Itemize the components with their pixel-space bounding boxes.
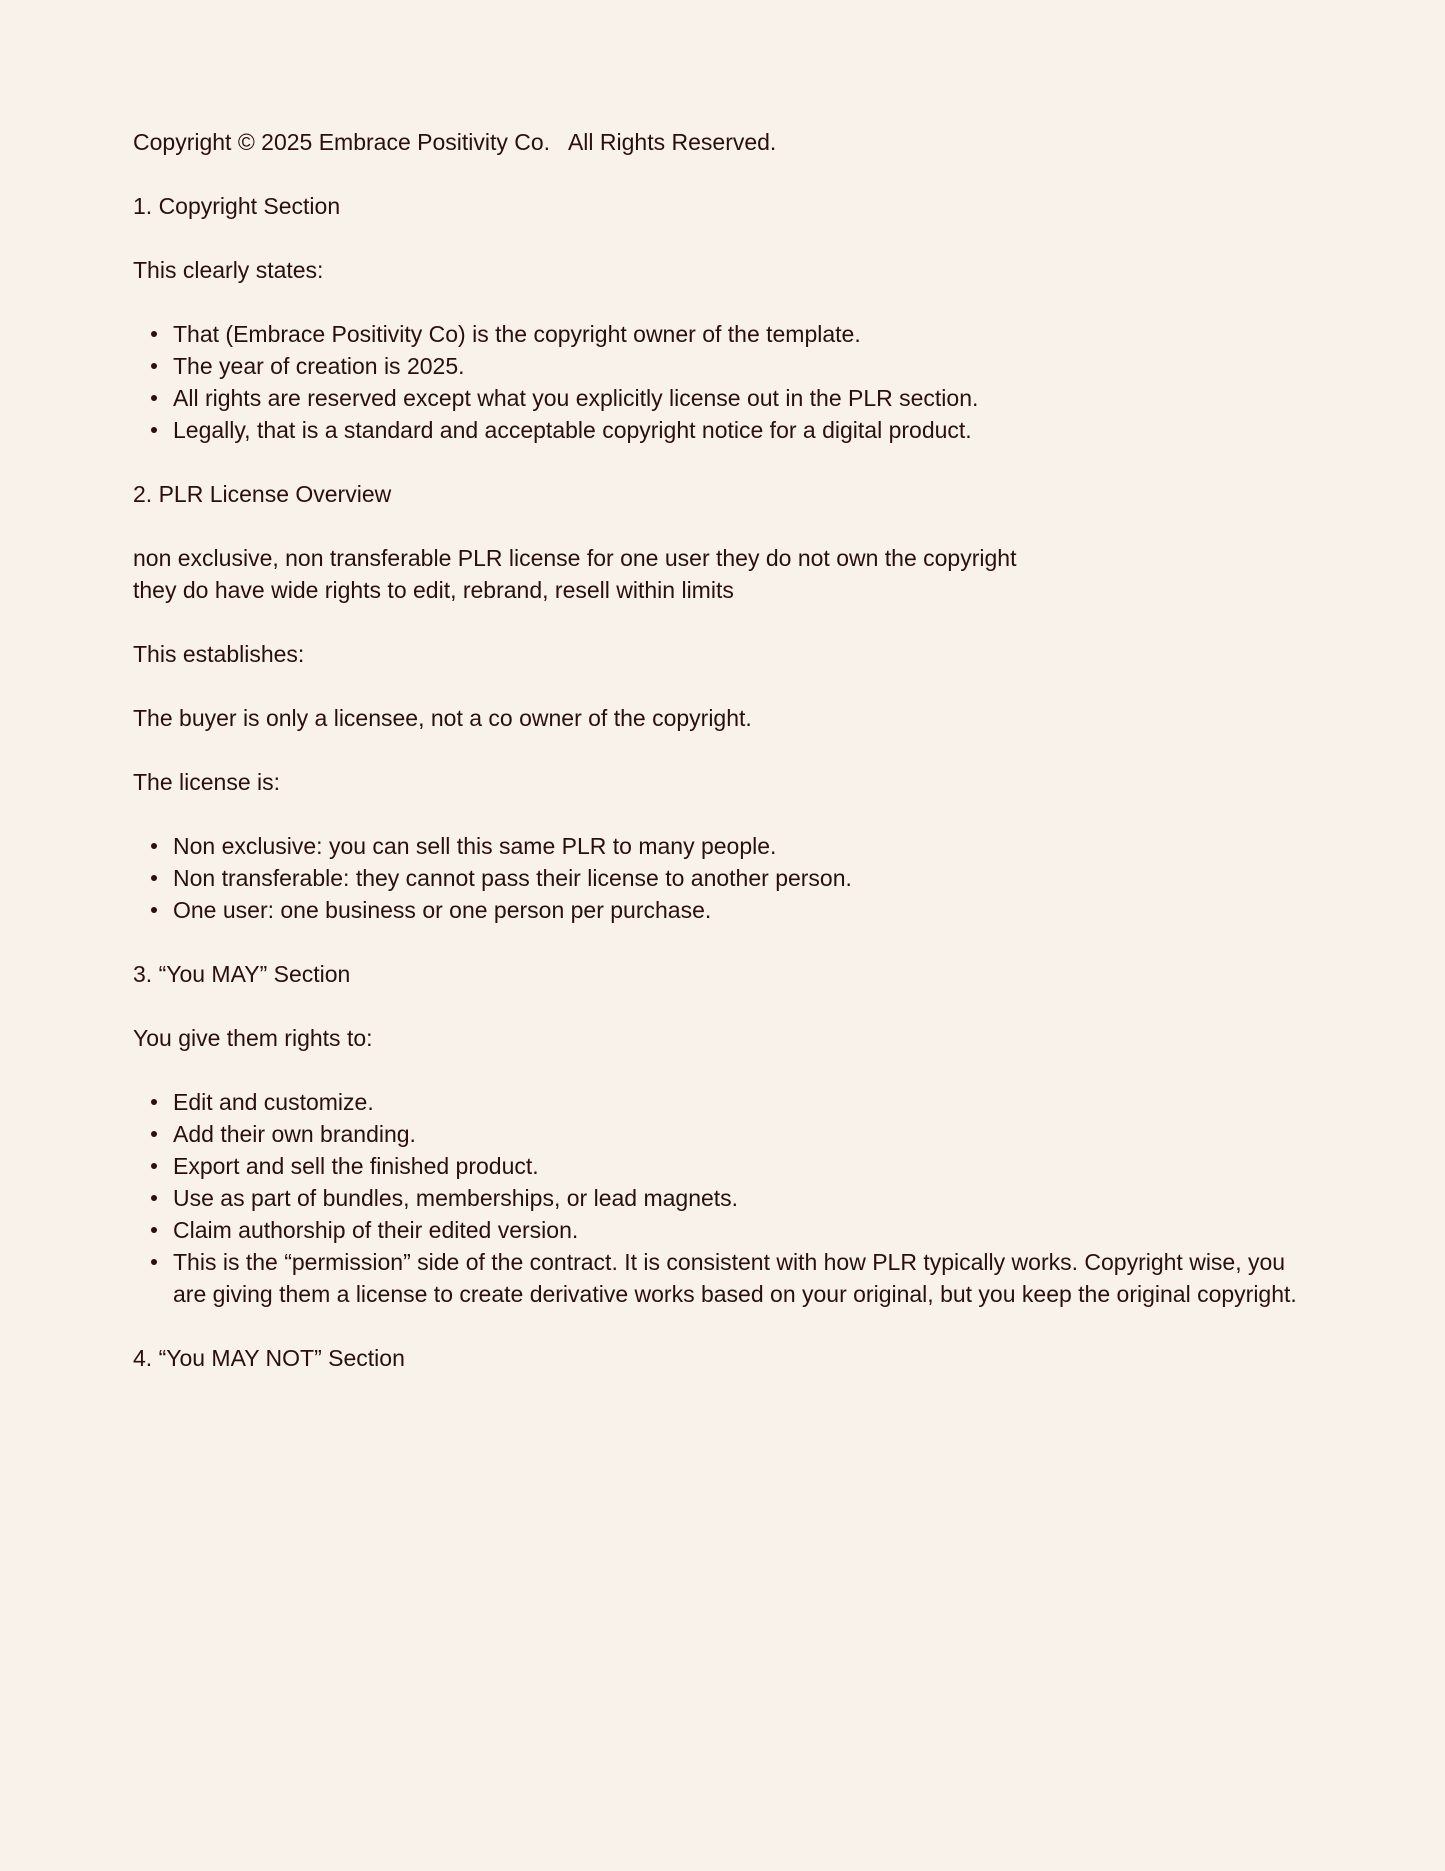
bullet-icon	[151, 395, 157, 401]
list-item	[173, 1214, 1313, 1246]
section-4-heading: 4. “You MAY NOT” Section	[133, 1345, 405, 1371]
list-item	[173, 350, 1313, 382]
list-item	[173, 1118, 1313, 1150]
copyright-notice: Copyright © 2025 Embrace Positivity Co. All Rights Reserved.	[133, 129, 777, 155]
section-3-intro: You give them rights to:	[133, 1025, 373, 1051]
bullet-icon	[151, 331, 157, 337]
section-2-line-1: non exclusive, non transferable PLR license for one user they do not own the copyright	[133, 545, 1017, 571]
list-item-text: One user: one business or one person per purchase.	[173, 897, 712, 923]
section-1-list	[133, 318, 1313, 446]
list-item	[173, 830, 1313, 862]
section-2-licensee: The buyer is only a licensee, not a co owner of the copyright.	[133, 705, 752, 731]
list-item	[173, 862, 1313, 894]
section-3-list	[133, 1086, 1313, 1310]
list-item-text: That (Embrace Positivity Co) is the copyright owner of the template.	[173, 321, 861, 347]
section-2-list	[133, 830, 1313, 926]
list-item	[173, 894, 1313, 926]
section-2-establishes: This establishes:	[133, 641, 305, 667]
bullet-icon	[151, 907, 157, 913]
section-2-heading: 2. PLR License Overview	[133, 481, 392, 507]
list-item-text: All rights are reserved except what you explicitly license out in the PLR section.	[173, 385, 979, 411]
bullet-icon	[151, 1099, 157, 1105]
list-item	[173, 414, 1313, 446]
list-item-text: The year of creation is 2025.	[173, 353, 465, 379]
list-item-text: Legally, that is a standard and acceptable copyright notice for a digital product.	[173, 417, 972, 443]
list-item-text: Add their own branding.	[173, 1121, 416, 1147]
bullet-icon	[151, 363, 157, 369]
section-3-heading: 3. “You MAY” Section	[133, 961, 351, 987]
list-item	[173, 1150, 1313, 1182]
list-item-text: Non exclusive: you can sell this same PLR to many people.	[173, 833, 777, 859]
bullet-icon	[151, 1195, 157, 1201]
bullet-icon	[151, 1259, 157, 1265]
section-1-heading: 1. Copyright Section	[133, 193, 341, 219]
list-item-text: This is the “permission” side of the contract. It is consistent with how PLR typically works. Copyright wise, you are giving them a license to create derivative works based on your original, but you keep the original copyright.	[173, 1249, 1297, 1307]
bullet-icon	[151, 427, 157, 433]
bullet-icon	[151, 843, 157, 849]
section-1-intro: This clearly states:	[133, 257, 324, 283]
list-item-text: Non transferable: they cannot pass their license to another person.	[173, 865, 852, 891]
list-item-text: Export and sell the finished product.	[173, 1153, 539, 1179]
list-item	[173, 318, 1313, 350]
list-item	[173, 1246, 1313, 1310]
section-2-license-is: The license is:	[133, 769, 281, 795]
bullet-icon	[151, 875, 157, 881]
bullet-icon	[151, 1163, 157, 1169]
document-page	[133, 126, 1313, 1406]
list-item-text: Claim authorship of their edited version.	[173, 1217, 579, 1243]
list-item	[173, 382, 1313, 414]
list-item	[173, 1086, 1313, 1118]
list-item-text: Edit and customize.	[173, 1089, 374, 1115]
list-item-text: Use as part of bundles, memberships, or lead magnets.	[173, 1185, 739, 1211]
bullet-icon	[151, 1131, 157, 1137]
bullet-icon	[151, 1227, 157, 1233]
list-item	[173, 1182, 1313, 1214]
section-2-line-2: they do have wide rights to edit, rebrand, resell within limits	[133, 577, 734, 603]
